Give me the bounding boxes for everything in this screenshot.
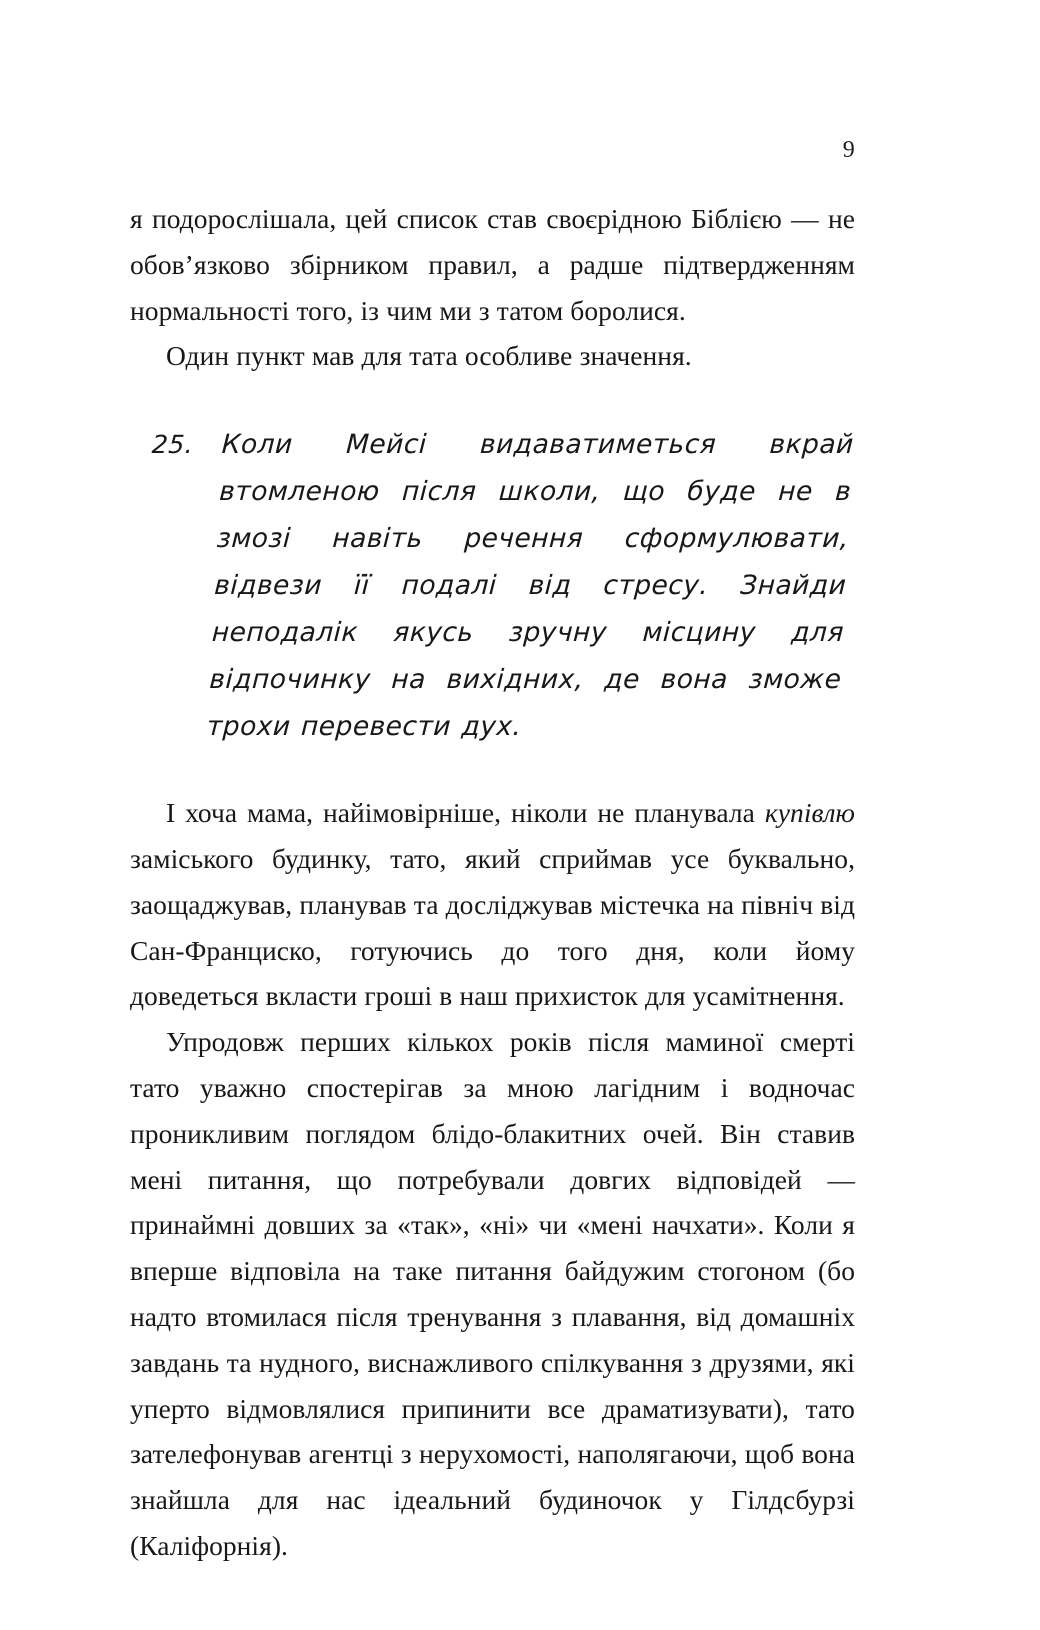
list-item-number: 25.: [150, 430, 195, 460]
text-column: [130, 196, 855, 1569]
paragraph-purchase-tail: заміського будинку, тато, який сприймав усе буквально, заощаджував, планував та досліджував містечка на північ від Сан-Франциско, готуючись до того дня, коли йому доведеться вкласти гроші в наш прихисток для усамітнення.: [130, 842, 855, 1012]
list-item: [130, 421, 855, 750]
list-item-text: Коли Мейсі видаватиметься вкрай втомленою після школи, що буде не в змозі навіть речення сформулювати, відвези її подалі від стресу. Знайди неподалік якусь зручну місцину для відпочинку на вихідних, де вона зможе трохи перевести дух.: [206, 429, 855, 743]
paragraph-one-point: Один пункт мав для тата особливе значення.: [166, 340, 692, 372]
emphasis-kupivlyu: купівлю: [764, 797, 855, 829]
handwritten-list: [130, 421, 855, 750]
paragraph-years-after: Упродовж перших кількох років після маминої смерті тато уважно спостерігав за мною лагідним і водночас проникливим поглядом блідо-блакитних очей. Він ставив мені питання, що потребували довгих відповідей — принаймні довших за «так», «ні» чи «мені начхати». Коли я вперше відповіла на таке питання байдужим стогоном (бо надто втомилася після тренування з плавання, від домашніх завдань та нудного, виснажливого спілкування з друзями, які уперто відмовлялися припинити все драматизувати), тато зателефонував агентці з нерухомості, наполягаючи, щоб вона знайшла для нас ідеальний будиночок у Гілдсбурзі (Каліфорнія).: [130, 1026, 855, 1561]
page-number: 9: [842, 137, 855, 163]
paragraph-continuation: я подорослішала, цей список став своєрідною Біблією — не обов’язково збірником правил, а радше підтвердженням нормальності того, із чим ми з татом боролися.: [130, 203, 855, 326]
paragraph-purchase-lead: І хоча мама, найімовірніше, ніколи не планувала: [166, 797, 765, 829]
paragraph-purchase: [130, 790, 855, 1019]
